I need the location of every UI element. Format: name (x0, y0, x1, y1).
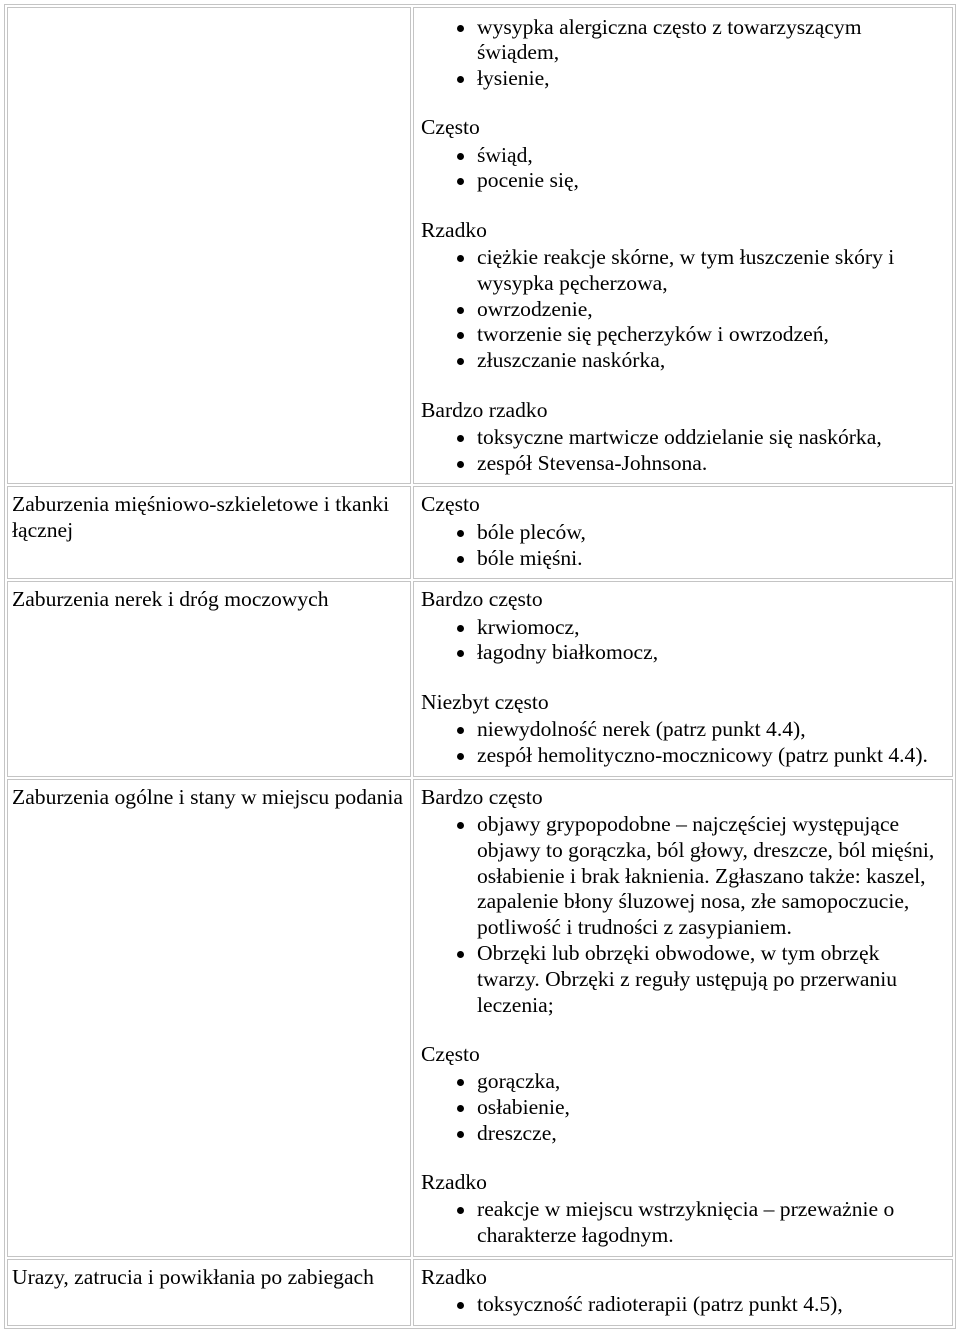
effects-cell (413, 581, 953, 776)
effect-text: niewydolność nerek (patrz punkt 4.4), (477, 717, 806, 742)
category-cell (7, 486, 411, 579)
list-item (477, 1292, 944, 1318)
list-item (477, 451, 944, 477)
list-item (477, 520, 944, 546)
list-item (477, 322, 944, 348)
effect-text: toksyczność radioterapii (patrz punkt 4.5), (477, 1292, 843, 1317)
bullet-icon (457, 1105, 464, 1112)
bullet-icon (457, 625, 464, 632)
effect-list (421, 520, 944, 572)
list-item (477, 348, 944, 374)
list-item (477, 717, 944, 743)
bullet-icon (457, 435, 464, 442)
list-item (477, 297, 944, 323)
table-row (7, 1259, 953, 1326)
adverse-effects-table (4, 4, 956, 1329)
effect-text: ciężkie reakcje skórne, w tym łuszczenie skóry i wysypka pęcherzowa, (477, 245, 895, 295)
effect-text: osłabienie, (477, 1094, 570, 1119)
list-item (477, 245, 944, 297)
effect-text: reakcje w miejscu wstrzyknięcia – przeważnie o charakterze łagodnym. (477, 1197, 895, 1248)
effects-cell (413, 486, 953, 579)
frequency-label: Często (421, 1041, 480, 1066)
bullet-icon (457, 727, 464, 734)
frequency-label: Rzadko (421, 1264, 487, 1289)
effect-text: pocenie się, (477, 168, 579, 193)
effect-text: gorączka, (477, 1069, 561, 1094)
effect-text: łysienie, (477, 66, 550, 91)
effect-text: zespół Stevensa-Johnsona. (477, 450, 708, 475)
bullet-icon (457, 951, 464, 958)
bullet-icon (457, 153, 464, 160)
effects-cell (413, 7, 953, 484)
table-row (7, 7, 953, 484)
list-item (477, 812, 944, 941)
effect-list (421, 812, 944, 1018)
category-label: Zaburzenia nerek i dróg moczowych (12, 587, 329, 612)
bullet-icon (457, 530, 464, 537)
list-item (477, 1197, 944, 1249)
effect-text: toksyczne martwicze oddzielanie się naskórka, (477, 424, 882, 449)
bullet-icon (457, 358, 464, 365)
effect-text: łagodny białkomocz, (477, 640, 659, 665)
effect-text: objawy grypopodobne – najczęściej występujące objawy to gorączka, ból głowy, dreszcze, ból mięśni, osłabienie i brak łaknienia. Zgłaszano także: kaszel, zapalenie błony śluzowej nosa, złe samopoczucie, potliwość i trudności z zasypianiem. (477, 811, 935, 940)
effect-list (421, 717, 944, 769)
table-row (7, 779, 953, 1257)
category-cell (7, 779, 411, 1257)
bullet-icon (457, 332, 464, 339)
bullet-icon (457, 753, 464, 760)
list-item (477, 546, 944, 572)
effects-cell (413, 779, 953, 1257)
list-item (477, 15, 944, 67)
effect-text: bóle mięśni. (477, 545, 583, 570)
frequency-label: Bardzo często (421, 784, 543, 809)
effect-text: tworzenie się pęcherzyków i owrzodzeń, (477, 322, 829, 347)
list-item (477, 143, 944, 169)
effect-text: świąd, (477, 142, 533, 167)
effect-text: wysypka alergiczna często z towarzyszącym świądem, (477, 14, 862, 65)
effect-list (421, 1069, 944, 1146)
bullet-icon (457, 1079, 464, 1086)
list-item (477, 941, 944, 1018)
category-cell (7, 1259, 411, 1326)
table-row (7, 581, 953, 776)
effect-list (421, 1197, 944, 1249)
effect-list (421, 143, 944, 195)
effect-list (421, 245, 944, 374)
bullet-icon (457, 76, 464, 83)
effect-text: bóle pleców, (477, 519, 586, 544)
bullet-icon (457, 556, 464, 563)
effect-list (421, 15, 944, 92)
frequency-label: Często (421, 492, 480, 517)
effect-list (421, 615, 944, 667)
effect-text: zespół hemolityczno-mocznicowy (patrz punkt 4.4). (477, 742, 928, 767)
list-item (477, 640, 944, 666)
frequency-label: Często (421, 115, 480, 140)
list-item (477, 1069, 944, 1095)
list-item (477, 425, 944, 451)
list-item (477, 1095, 944, 1121)
frequency-label: Bardzo często (421, 587, 543, 612)
effect-text: krwiomocz, (477, 614, 580, 639)
table-row (7, 486, 953, 579)
frequency-label: Rzadko (421, 217, 487, 242)
effect-text: Obrzęki lub obrzęki obwodowe, w tym obrzęk twarzy. Obrzęki z reguły ustępują po przerwaniu leczenia; (477, 940, 898, 1017)
bullet-icon (457, 25, 464, 32)
bullet-icon (457, 178, 464, 185)
bullet-icon (457, 822, 464, 829)
bullet-icon (457, 255, 464, 262)
list-item (477, 743, 944, 769)
frequency-label: Bardzo rzadko (421, 397, 548, 422)
list-item (477, 66, 944, 92)
effect-list (421, 425, 944, 477)
category-label: Urazy, zatrucia i powikłania po zabiegach (12, 1264, 374, 1289)
effects-cell (413, 1259, 953, 1326)
bullet-icon (457, 1207, 464, 1214)
effect-list (421, 1292, 944, 1318)
frequency-label: Niezbyt często (421, 689, 549, 714)
category-cell (7, 581, 411, 776)
bullet-icon (457, 307, 464, 314)
effect-text: owrzodzenie, (477, 296, 593, 321)
category-cell (7, 7, 411, 484)
effect-text: dreszcze, (477, 1120, 557, 1145)
list-item (477, 615, 944, 641)
bullet-icon (457, 461, 464, 468)
frequency-label: Rzadko (421, 1169, 487, 1194)
category-label: Zaburzenia mięśniowo-szkieletowe i tkanki łącznej (12, 492, 390, 543)
list-item (477, 168, 944, 194)
effect-text: złuszczanie naskórka, (477, 348, 666, 373)
list-item (477, 1121, 944, 1147)
bullet-icon (457, 650, 464, 657)
bullet-icon (457, 1302, 464, 1309)
bullet-icon (457, 1131, 464, 1138)
category-label: Zaburzenia ogólne i stany w miejscu podania (12, 784, 403, 809)
